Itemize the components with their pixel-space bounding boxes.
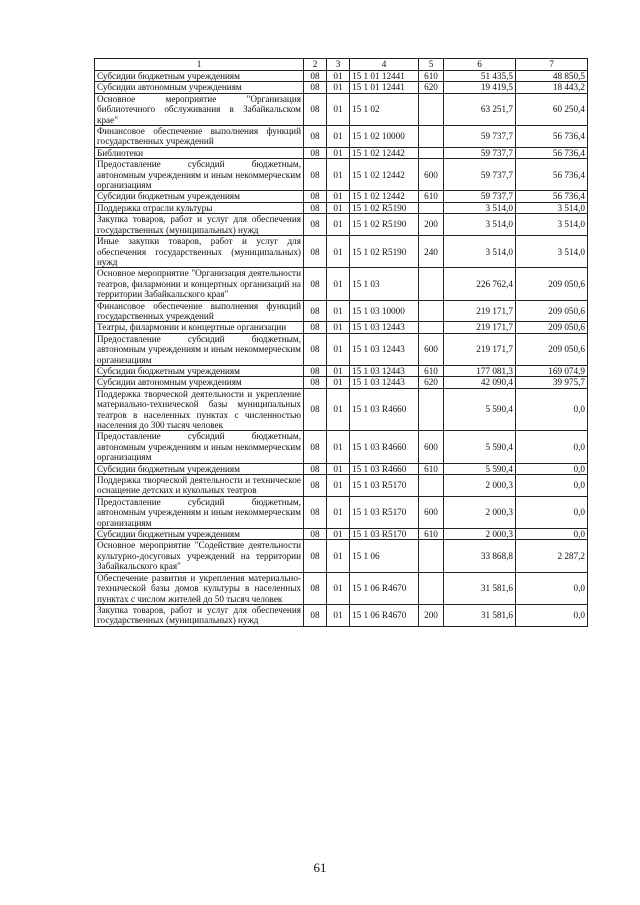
expense-type-cell [419,202,444,213]
row-name-cell: Обеспечение развития и укрепления материально-технической базы домов культуры в населенных пунктах с числом жителей до 50 тысяч человек [95,572,304,604]
amount-col6-cell: 31 581,6 [444,572,516,604]
amount-col6-cell: 2 000,3 [444,496,516,528]
expense-type-cell: 610 [419,463,444,474]
table-row [95,572,588,604]
amount-col7-cell: 209 050,6 [516,300,588,322]
amount-col6-cell: 2 000,3 [444,475,516,497]
target-code-cell: 15 1 03 12443 [350,322,419,333]
amount-col6-cell: 5 590,4 [444,388,516,431]
row-name-cell: Основное мероприятие "Организация библиотечного обслуживания в Забайкальском крае" [95,93,304,125]
table-row [95,82,588,93]
header-row [95,59,588,71]
amount-col6-cell: 226 762,4 [444,268,516,300]
row-name-cell: Основное мероприятие "Содействие деятельности культурно-досуговых учреждений на территории Забайкальского края" [95,540,304,572]
amount-col6-cell: 59 737,7 [444,191,516,202]
target-code-cell: 15 1 03 R4660 [350,463,419,474]
table-row [95,365,588,376]
amount-col6-cell: 219 171,7 [444,333,516,365]
expense-type-cell: 620 [419,377,444,388]
section-cell: 08 [304,604,327,626]
expense-type-cell: 610 [419,71,444,82]
budget-table [94,58,588,627]
table-row [95,159,588,191]
subsection-cell: 01 [327,377,350,388]
table-row [95,191,588,202]
section-cell: 08 [304,93,327,125]
row-name-cell: Субсидии бюджетным учреждениям [95,365,304,376]
expense-type-cell [419,93,444,125]
amount-col7-cell: 3 514,0 [516,202,588,213]
table-row [95,377,588,388]
table-row [95,214,588,236]
row-name-cell: Финансовое обеспечение выполнения функций государственных учреждений [95,126,304,148]
amount-col7-cell: 56 736,4 [516,159,588,191]
section-cell: 08 [304,475,327,497]
subsection-cell: 01 [327,147,350,158]
subsection-cell: 01 [327,268,350,300]
table-row [95,463,588,474]
section-cell: 08 [304,529,327,540]
target-code-cell: 15 1 03 12443 [350,377,419,388]
target-code-cell: 15 1 02 12442 [350,147,419,158]
amount-col6-cell: 51 435,5 [444,71,516,82]
expense-type-cell [419,572,444,604]
table-row [95,268,588,300]
row-name-cell: Предоставление субсидий бюджетным, автономным учреждениям и иным некоммерческим организациям [95,159,304,191]
header-cell: 3 [327,59,350,71]
page-number: 61 [313,860,327,875]
header-cell: 4 [350,59,419,71]
header-cell: 7 [516,59,588,71]
row-name-cell: Субсидии бюджетным учреждениям [95,529,304,540]
target-code-cell: 15 1 03 R5170 [350,529,419,540]
section-cell: 08 [304,431,327,463]
table-row [95,236,588,268]
table-row [95,202,588,213]
row-name-cell: Субсидии бюджетным учреждениям [95,71,304,82]
section-cell: 08 [304,322,327,333]
section-cell: 08 [304,463,327,474]
section-cell: 08 [304,388,327,431]
subsection-cell: 01 [327,322,350,333]
row-name-cell: Финансовое обеспечение выполнения функций государственных учреждений [95,300,304,322]
expense-type-cell: 610 [419,191,444,202]
section-cell: 08 [304,214,327,236]
expense-type-cell [419,126,444,148]
subsection-cell: 01 [327,93,350,125]
subsection-cell: 01 [327,214,350,236]
row-name-cell: Библиотеки [95,147,304,158]
target-code-cell: 15 1 03 12443 [350,333,419,365]
section-cell: 08 [304,333,327,365]
row-name-cell: Субсидии автономным учреждениям [95,377,304,388]
table-row [95,333,588,365]
subsection-cell: 01 [327,604,350,626]
row-name-cell: Закупка товаров, работ и услуг для обеспечения государственных (муниципальных) нужд [95,604,304,626]
amount-col7-cell: 0,0 [516,572,588,604]
section-cell: 08 [304,202,327,213]
amount-col6-cell: 219 171,7 [444,322,516,333]
target-code-cell: 15 1 02 R5190 [350,214,419,236]
amount-col7-cell: 169 074,9 [516,365,588,376]
row-name-cell: Театры, филармонии и концертные организации [95,322,304,333]
header-cell: 6 [444,59,516,71]
amount-col7-cell: 0,0 [516,604,588,626]
amount-col7-cell: 0,0 [516,529,588,540]
amount-col7-cell: 209 050,6 [516,333,588,365]
section-cell: 08 [304,82,327,93]
row-name-cell: Предоставление субсидий бюджетным, автономным учреждениям и иным некоммерческим организациям [95,496,304,528]
target-code-cell: 15 1 01 12441 [350,71,419,82]
target-code-cell: 15 1 02 12442 [350,191,419,202]
target-code-cell: 15 1 06 [350,540,419,572]
table-row [95,126,588,148]
subsection-cell: 01 [327,82,350,93]
amount-col7-cell: 0,0 [516,475,588,497]
subsection-cell: 01 [327,529,350,540]
expense-type-cell: 610 [419,365,444,376]
expense-type-cell: 600 [419,431,444,463]
table-row [95,475,588,497]
expense-type-cell [419,147,444,158]
amount-col6-cell: 219 171,7 [444,300,516,322]
table-row [95,300,588,322]
row-name-cell: Закупка товаров, работ и услуг для обеспечения государственных (муниципальных) нужд [95,214,304,236]
expense-type-cell: 610 [419,529,444,540]
amount-col7-cell: 18 443,2 [516,82,588,93]
subsection-cell: 01 [327,475,350,497]
section-cell: 08 [304,365,327,376]
amount-col6-cell: 5 590,4 [444,463,516,474]
expense-type-cell [419,475,444,497]
amount-col7-cell: 56 736,4 [516,147,588,158]
amount-col6-cell: 177 081,3 [444,365,516,376]
section-cell: 08 [304,268,327,300]
subsection-cell: 01 [327,365,350,376]
subsection-cell: 01 [327,540,350,572]
target-code-cell: 15 1 02 R5190 [350,202,419,213]
amount-col6-cell: 3 514,0 [444,214,516,236]
amount-col6-cell: 19 419,5 [444,82,516,93]
target-code-cell: 15 1 03 R5170 [350,475,419,497]
subsection-cell: 01 [327,126,350,148]
table-row [95,431,588,463]
subsection-cell: 01 [327,71,350,82]
amount-col7-cell: 0,0 [516,431,588,463]
subsection-cell: 01 [327,431,350,463]
expense-type-cell [419,322,444,333]
amount-col6-cell: 42 090,4 [444,377,516,388]
amount-col7-cell: 56 736,4 [516,191,588,202]
amount-col6-cell: 33 868,8 [444,540,516,572]
amount-col7-cell: 48 850,5 [516,71,588,82]
row-name-cell: Иные закупки товаров, работ и услуг для обеспечения государственных (муниципальных) нужд [95,236,304,268]
amount-col7-cell: 39 975,7 [516,377,588,388]
amount-col6-cell: 5 590,4 [444,431,516,463]
target-code-cell: 15 1 06 R4670 [350,604,419,626]
target-code-cell: 15 1 01 12441 [350,82,419,93]
section-cell: 08 [304,377,327,388]
subsection-cell: 01 [327,388,350,431]
header-cell: 2 [304,59,327,71]
subsection-cell: 01 [327,463,350,474]
amount-col6-cell: 63 251,7 [444,93,516,125]
amount-col6-cell: 59 737,7 [444,147,516,158]
expense-type-cell [419,268,444,300]
section-cell: 08 [304,236,327,268]
amount-col7-cell: 0,0 [516,463,588,474]
section-cell: 08 [304,71,327,82]
expense-type-cell: 240 [419,236,444,268]
amount-col6-cell: 3 514,0 [444,202,516,213]
section-cell: 08 [304,496,327,528]
amount-col7-cell: 56 736,4 [516,126,588,148]
amount-col7-cell: 0,0 [516,496,588,528]
row-name-cell: Субсидии бюджетным учреждениям [95,191,304,202]
expense-type-cell: 600 [419,333,444,365]
section-cell: 08 [304,126,327,148]
amount-col7-cell: 2 287,2 [516,540,588,572]
table-row [95,71,588,82]
amount-col6-cell: 3 514,0 [444,236,516,268]
row-name-cell: Поддержка творческой деятельности и укрепление материально-технической базы муниципальных театров в населенных пунктах с численностью населения до 300 тысяч человек [95,388,304,431]
table-row [95,322,588,333]
target-code-cell: 15 1 02 10000 [350,126,419,148]
expense-type-cell: 200 [419,604,444,626]
target-code-cell: 15 1 03 R4660 [350,388,419,431]
subsection-cell: 01 [327,159,350,191]
expense-type-cell: 200 [419,214,444,236]
subsection-cell: 01 [327,191,350,202]
row-name-cell: Субсидии автономным учреждениям [95,82,304,93]
subsection-cell: 01 [327,202,350,213]
section-cell: 08 [304,159,327,191]
header-cell: 1 [95,59,304,71]
target-code-cell: 15 1 02 [350,93,419,125]
expense-type-cell: 600 [419,159,444,191]
section-cell: 08 [304,147,327,158]
amount-col7-cell: 3 514,0 [516,214,588,236]
table-row [95,388,588,431]
table-row [95,529,588,540]
amount-col6-cell: 2 000,3 [444,529,516,540]
amount-col6-cell: 59 737,7 [444,159,516,191]
row-name-cell: Предоставление субсидий бюджетным, автономным учреждениям и иным некоммерческим организациям [95,333,304,365]
target-code-cell: 15 1 02 12442 [350,159,419,191]
section-cell: 08 [304,191,327,202]
amount-col7-cell: 209 050,6 [516,322,588,333]
expense-type-cell: 600 [419,496,444,528]
section-cell: 08 [304,300,327,322]
target-code-cell: 15 1 03 R4660 [350,431,419,463]
target-code-cell: 15 1 03 R5170 [350,496,419,528]
amount-col7-cell: 209 050,6 [516,268,588,300]
subsection-cell: 01 [327,572,350,604]
row-name-cell: Основное мероприятие "Организация деятельности театров, филармонии и концертных организаций на территории Забайкальского края" [95,268,304,300]
target-code-cell: 15 1 02 R5190 [350,236,419,268]
amount-col7-cell: 60 250,4 [516,93,588,125]
row-name-cell: Предоставление субсидий бюджетным, автономным учреждениям и иным некоммерческим организациям [95,431,304,463]
subsection-cell: 01 [327,300,350,322]
row-name-cell: Поддержка творческой деятельности и техническое оснащение детских и кукольных театров [95,475,304,497]
expense-type-cell [419,540,444,572]
expense-type-cell [419,300,444,322]
subsection-cell: 01 [327,236,350,268]
target-code-cell: 15 1 03 [350,268,419,300]
target-code-cell: 15 1 03 12443 [350,365,419,376]
subsection-cell: 01 [327,496,350,528]
section-cell: 08 [304,572,327,604]
amount-col7-cell: 3 514,0 [516,236,588,268]
row-name-cell: Субсидии бюджетным учреждениям [95,463,304,474]
target-code-cell: 15 1 03 10000 [350,300,419,322]
section-cell: 08 [304,540,327,572]
header-cell: 5 [419,59,444,71]
amount-col6-cell: 31 581,6 [444,604,516,626]
expense-type-cell: 620 [419,82,444,93]
table-row [95,604,588,626]
subsection-cell: 01 [327,333,350,365]
target-code-cell: 15 1 06 R4670 [350,572,419,604]
table-body [95,59,588,627]
table-row [95,496,588,528]
row-name-cell: Поддержка отрасли культуры [95,202,304,213]
amount-col6-cell: 59 737,7 [444,126,516,148]
table-row [95,147,588,158]
table-row [95,540,588,572]
expense-type-cell [419,388,444,431]
amount-col7-cell: 0,0 [516,388,588,431]
table-row [95,93,588,125]
